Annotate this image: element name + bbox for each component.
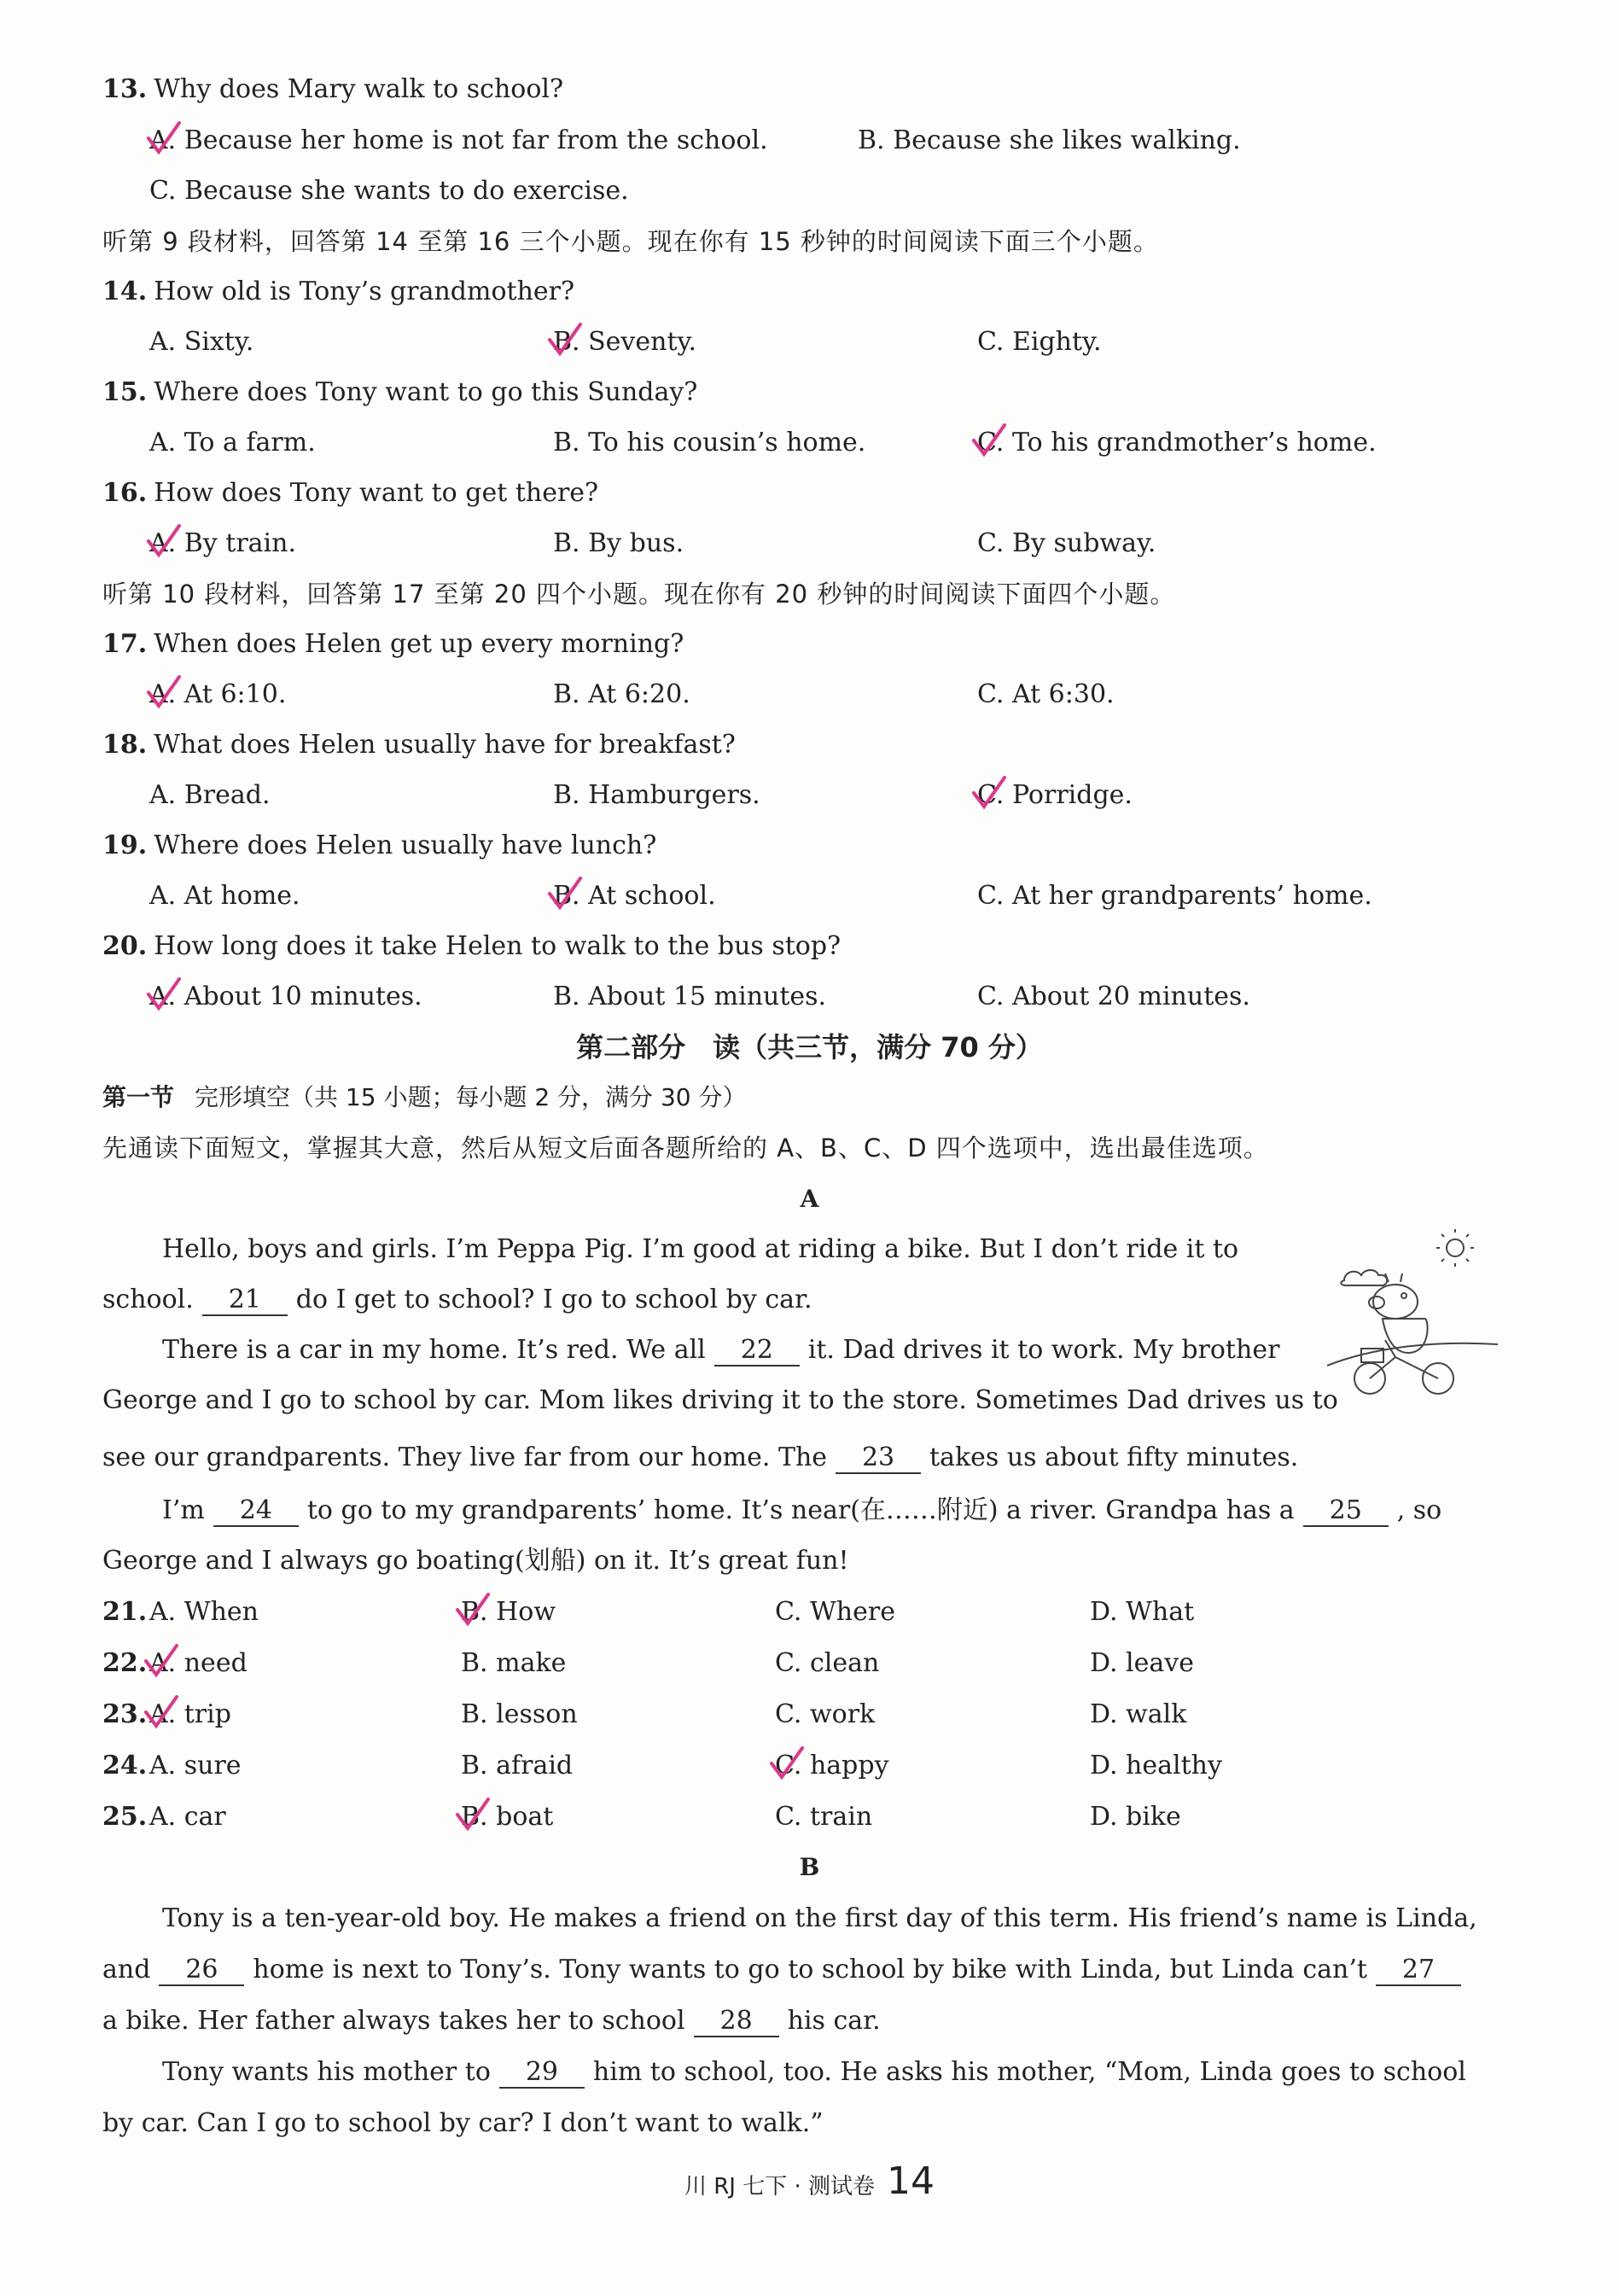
- q19-option-b: B. At school.: [553, 881, 716, 911]
- cloze-25-option-c: C. train: [775, 1802, 873, 1832]
- cloze-23-option-b: B. lesson: [461, 1699, 578, 1729]
- cloze-25-option-d: D. bike: [1090, 1802, 1181, 1832]
- page-number: 14: [887, 2159, 935, 2203]
- cloze-21-option-b: B. How: [461, 1597, 556, 1627]
- q20-option-c: C. About 20 minutes.: [977, 982, 1250, 1011]
- cloze-24-option-c: C. happy: [775, 1751, 889, 1780]
- cloze-instruction: 先通读下面短文，掌握其大意，然后从短文后面各题所给的 A、B、C、D 四个选项中，选出最佳选项。: [102, 1133, 1269, 1163]
- passage-b-letter: B: [799, 1853, 820, 1881]
- cloze-22-option-c: C. clean: [775, 1648, 880, 1678]
- q13-option-c: C. Because she wants to do exercise.: [149, 176, 629, 206]
- blank-21: 21: [202, 1285, 288, 1316]
- passage-a-line-5: see our grandparents. They live far from our home. The 23 takes us about fifty minutes.: [102, 1442, 1299, 1472]
- passage-a-line-7: George and I always go boating(划船) on it. It’s great fun!: [102, 1546, 849, 1576]
- blank-25: 25: [1303, 1496, 1389, 1527]
- passage-b-line-4: Tony wants his mother to 29 him to school, too. He asks his mother, “Mom, Linda goes to school: [162, 2057, 1466, 2087]
- blank-24: 24: [213, 1496, 299, 1527]
- passage-a-line-3: There is a car in my home. It’s red. We all 22 it. Dad drives it to work. My brother: [162, 1335, 1280, 1365]
- cloze-23-number: 23.: [102, 1699, 148, 1729]
- cloze-21-option-c: C. Where: [775, 1597, 895, 1627]
- passage-b-line-2: and 26 home is next to Tony’s. Tony wants to go to school by bike with Linda, but Linda can’t 27: [102, 1953, 1470, 1987]
- q14-option-b: B. Seventy.: [553, 327, 697, 357]
- instruction-section-9: 听第 9 段材料，回答第 14 至第 16 三个小题。现在你有 15 秒钟的时间阅读下面三个小题。: [102, 227, 1159, 256]
- q17-option-c: C. At 6:30.: [977, 679, 1115, 709]
- q13-option-a: A. Because her home is not far from the school.: [149, 125, 768, 155]
- cloze-21-option-a: A. When: [149, 1597, 259, 1627]
- q19-option-a: A. At home.: [149, 881, 300, 911]
- question-13: 13. Why does Mary walk to school?: [102, 74, 564, 104]
- cloze-25-option-b: B. boat: [461, 1802, 554, 1832]
- cloze-24-option-a: A. sure: [149, 1751, 242, 1780]
- q20-option-b: B. About 15 minutes.: [553, 982, 827, 1011]
- blank-27: 27: [1376, 1955, 1461, 1986]
- cloze-24-option-b: B. afraid: [461, 1751, 574, 1780]
- passage-a-line-4: George and I go to school by car. Mom likes driving it to the store. Sometimes Dad drives us to: [102, 1385, 1338, 1415]
- passage-b-line-1: Tony is a ten-year-old boy. He makes a friend on the first day of this term. His friend’s name is Linda,: [162, 1903, 1477, 1933]
- cloze-24-option-d: D. healthy: [1090, 1751, 1222, 1780]
- q16-option-c: C. By subway.: [977, 528, 1156, 558]
- cloze-23-option-a: A. trip: [149, 1699, 231, 1729]
- section-one-title: 第一节 完形填空（共 15 小题；每小题 2 分，满分 30 分）: [102, 1083, 747, 1111]
- question-19: 19. Where does Helen usually have lunch?: [102, 830, 657, 860]
- passage-a-letter: A: [800, 1185, 819, 1213]
- q20-option-a: A. About 10 minutes.: [149, 982, 422, 1011]
- q14-option-a: A. Sixty.: [149, 327, 254, 357]
- question-18: 18. What does Helen usually have for breakfast?: [102, 730, 736, 760]
- q15-option-a: A. To a farm.: [149, 428, 316, 457]
- page-footer: [0, 2159, 1619, 2203]
- blank-23: 23: [836, 1443, 921, 1474]
- cloze-23-option-c: C. work: [775, 1699, 876, 1729]
- instruction-section-10: 听第 10 段材料，回答第 17 至第 20 四个小题。现在你有 20 秒钟的时间阅读下面四个小题。: [102, 580, 1176, 609]
- peppa-bike-illustration: [1327, 1229, 1498, 1408]
- q13-option-b: B. Because she likes walking.: [858, 125, 1241, 155]
- cloze-21-number: 21.: [102, 1597, 148, 1627]
- cloze-22-option-a: A. need: [149, 1648, 248, 1678]
- q19-option-c: C. At her grandparents’ home.: [977, 881, 1372, 911]
- question-16: 16. How does Tony want to get there?: [102, 478, 599, 508]
- blank-22: 22: [714, 1336, 800, 1367]
- blank-26: 26: [159, 1955, 244, 1986]
- passage-a-line-6: I’m 24 to go to my grandparents’ home. It’s near(在……附近) a river. Grandpa has a 25 , so: [162, 1495, 1442, 1525]
- cloze-22-number: 22.: [102, 1648, 148, 1678]
- q16-option-b: B. By bus.: [553, 528, 684, 558]
- passage-a-line-2: school. 21 do I get to school? I go to school by car.: [102, 1285, 812, 1314]
- passage-b-line-3: a bike. Her father always takes her to school 28 his car.: [102, 2006, 881, 2036]
- question-14: 14. How old is Tony’s grandmother?: [102, 277, 575, 306]
- q16-option-a: A. By train.: [149, 528, 297, 558]
- question-17: 17. When does Helen get up every morning?: [102, 629, 684, 659]
- cloze-22-option-b: B. make: [461, 1648, 567, 1678]
- passage-b-line-5: by car. Can I go to school by car? I don’t want to walk.”: [102, 2108, 824, 2138]
- question-15: 15. Where does Tony want to go this Sunday?: [102, 377, 698, 407]
- q18-option-b: B. Hamburgers.: [553, 780, 760, 810]
- question-20: 20. How long does it take Helen to walk to the bus stop?: [102, 931, 842, 961]
- footer-label: 川 RJ 七下 · 测试卷: [684, 2174, 876, 2200]
- q18-option-a: A. Bread.: [149, 780, 271, 810]
- cloze-22-option-d: D. leave: [1090, 1648, 1194, 1678]
- cloze-21-option-d: D. What: [1090, 1597, 1195, 1627]
- q15-option-b: B. To his cousin’s home.: [553, 428, 866, 457]
- cloze-24-number: 24.: [102, 1751, 148, 1780]
- cloze-23-option-d: D. walk: [1090, 1699, 1187, 1729]
- blank-29: 29: [499, 2058, 585, 2089]
- passage-a-line-1: Hello, boys and girls. I’m Peppa Pig. I’m good at riding a bike. But I don’t ride it to: [162, 1234, 1239, 1264]
- q17-option-b: B. At 6:20.: [553, 679, 690, 709]
- blank-28: 28: [694, 2007, 779, 2037]
- q17-option-a: A. At 6:10.: [149, 679, 287, 709]
- q15-option-c: C. To his grandmother’s home.: [977, 428, 1377, 457]
- part-two-heading: 第二部分 读（共三节，满分 70 分）: [576, 1031, 1043, 1064]
- q18-option-c: C. Porridge.: [977, 780, 1133, 810]
- q14-option-c: C. Eighty.: [977, 327, 1102, 357]
- cloze-25-option-a: A. car: [149, 1802, 226, 1832]
- cloze-25-number: 25.: [102, 1802, 148, 1832]
